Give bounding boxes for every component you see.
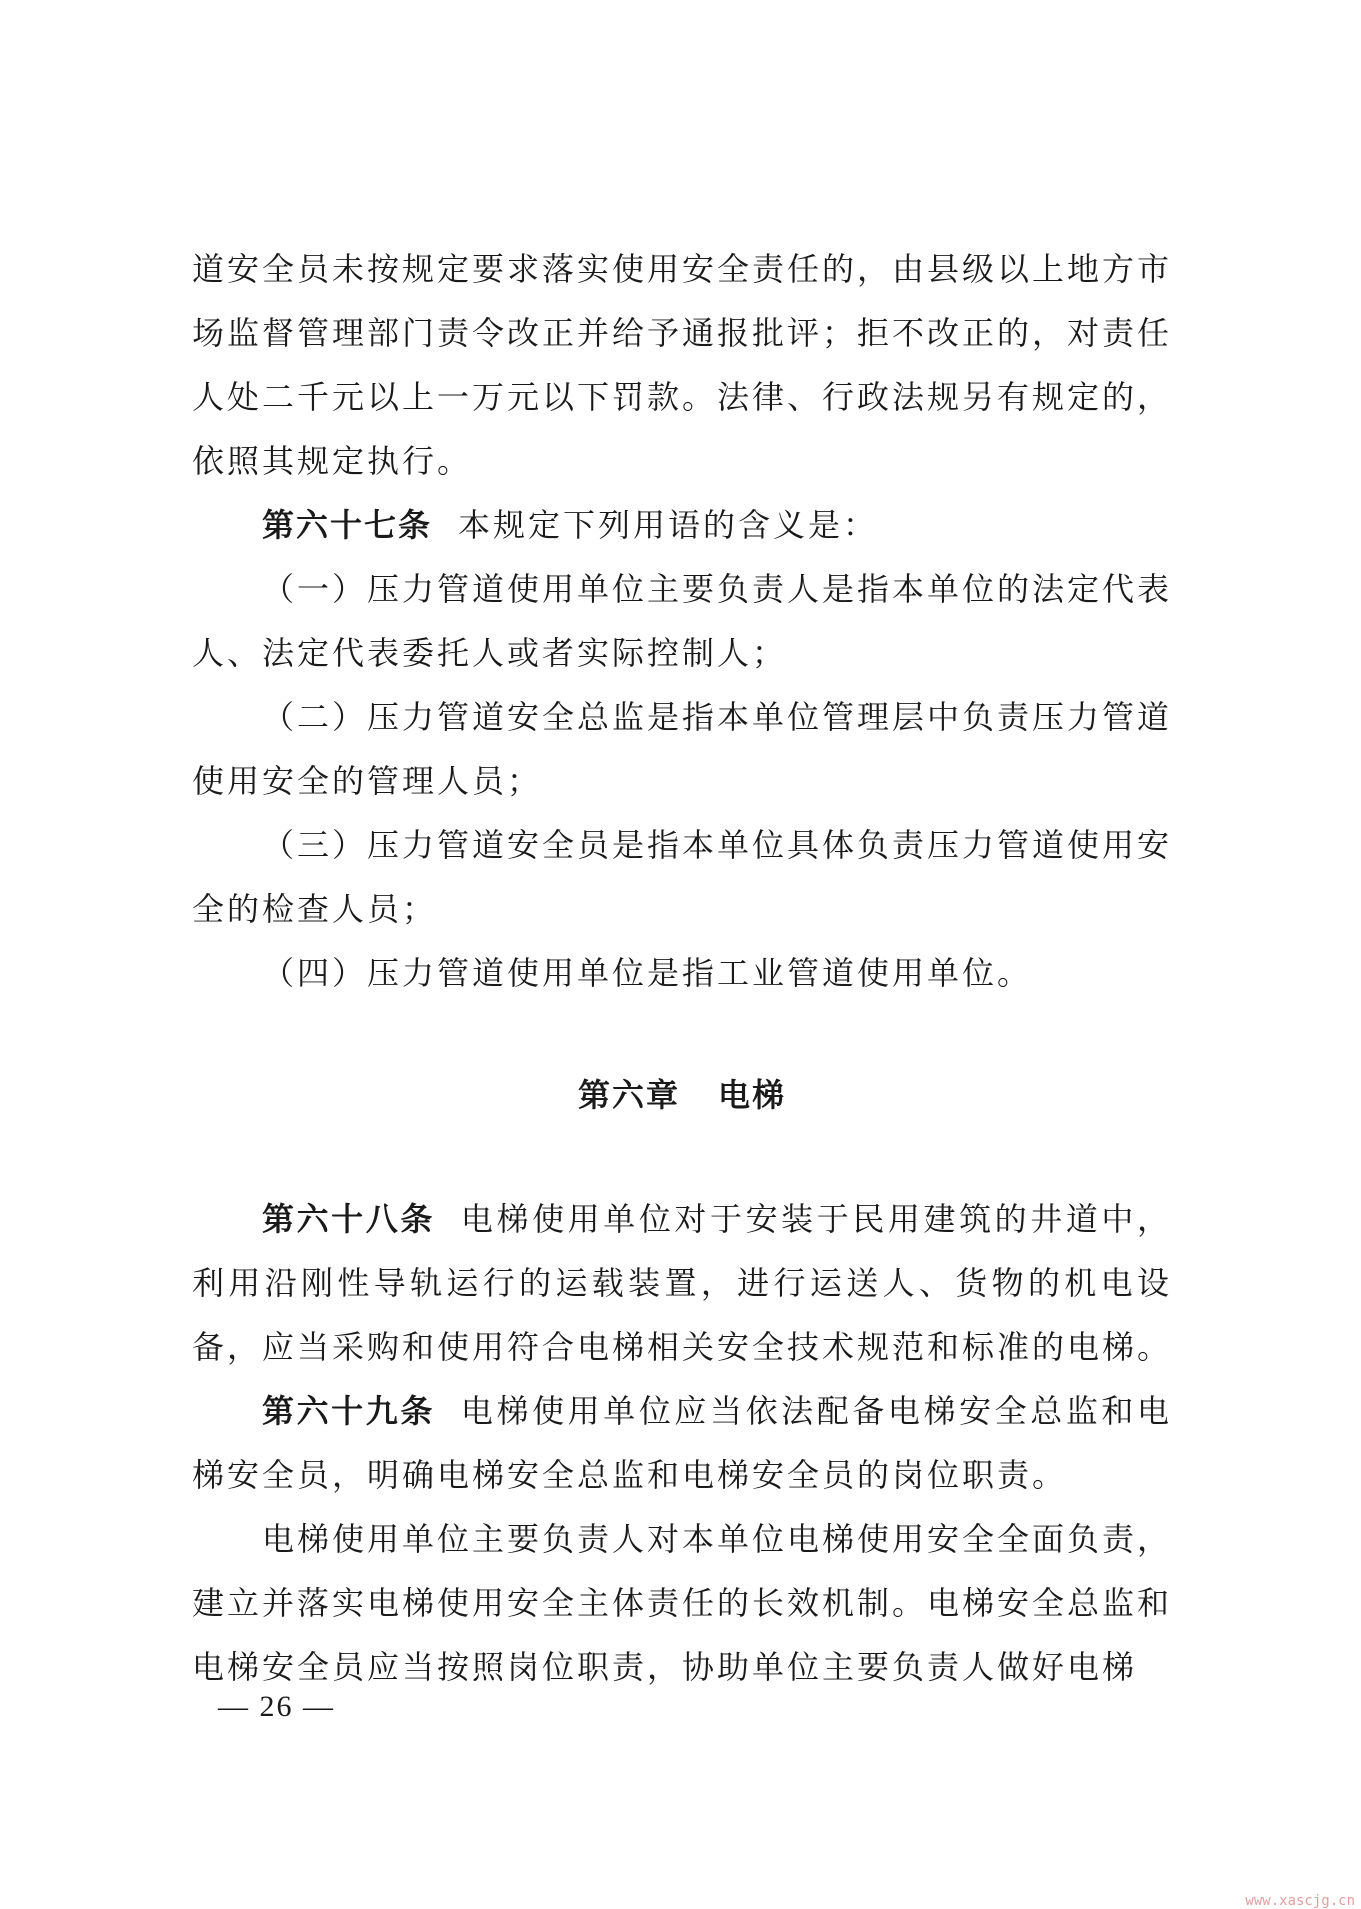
article-67-item-1: （一）压力管道使用单位主要负责人是指本单位的法定代表人、法定代表委托人或者实际控制人；: [192, 570, 1173, 672]
paragraph-continuation: 道安全员未按规定要求落实使用安全责任的，由县级以上地方市场监督管理部门责令改正并给予通报批评；拒不改正的，对责任人处二千元以上一万元以下罚款。法律、行政法规另有规定的，依照其规定执行。: [192, 250, 1173, 480]
article-text: 电梯使用单位应当依法配备电梯安全总监和电梯安全员，明确电梯安全总监和电梯安全员的岗位职责。: [192, 1392, 1172, 1494]
article-69: [192, 1379, 1172, 1507]
chapter-number: 第六章: [577, 1076, 680, 1114]
article-68: [192, 1187, 1172, 1379]
article-67: [192, 493, 1172, 557]
chapter-title: 电梯: [718, 1076, 787, 1114]
document-body: [192, 237, 1172, 1699]
watermark: www.xascjg.cn: [1245, 1893, 1355, 1909]
article-number: 第六十九条: [262, 1392, 435, 1430]
article-69-paragraph-2: 电梯使用单位主要负责人对本单位电梯使用安全全面负责，建立并落实电梯使用安全主体责任的长效机制。电梯安全总监和电梯安全员应当按照岗位职责，协助单位主要负责人做好电梯: [192, 1520, 1173, 1686]
article-text: 电梯使用单位对于安装于民用建筑的井道中，利用沿刚性导轨运行的运载装置，进行运送人、货物的机电设备，应当采购和使用符合电梯相关安全技术规范和标准的电梯。: [192, 1200, 1173, 1366]
article-number: 第六十八条: [262, 1200, 435, 1238]
article-67-item-4: （四）压力管道使用单位是指工业管道使用单位。: [262, 954, 1033, 992]
article-67-item-2: （二）压力管道安全总监是指本单位管理层中负责压力管道使用安全的管理人员；: [192, 698, 1173, 800]
chapter-heading: [192, 1063, 1172, 1127]
article-text: 本规定下列用语的含义是：: [458, 506, 879, 544]
page-number: — 26 —: [218, 1690, 335, 1723]
article-67-item-3: （三）压力管道安全员是指本单位具体负责压力管道使用安全的检查人员；: [192, 826, 1173, 928]
article-number: 第六十七条: [262, 506, 433, 544]
